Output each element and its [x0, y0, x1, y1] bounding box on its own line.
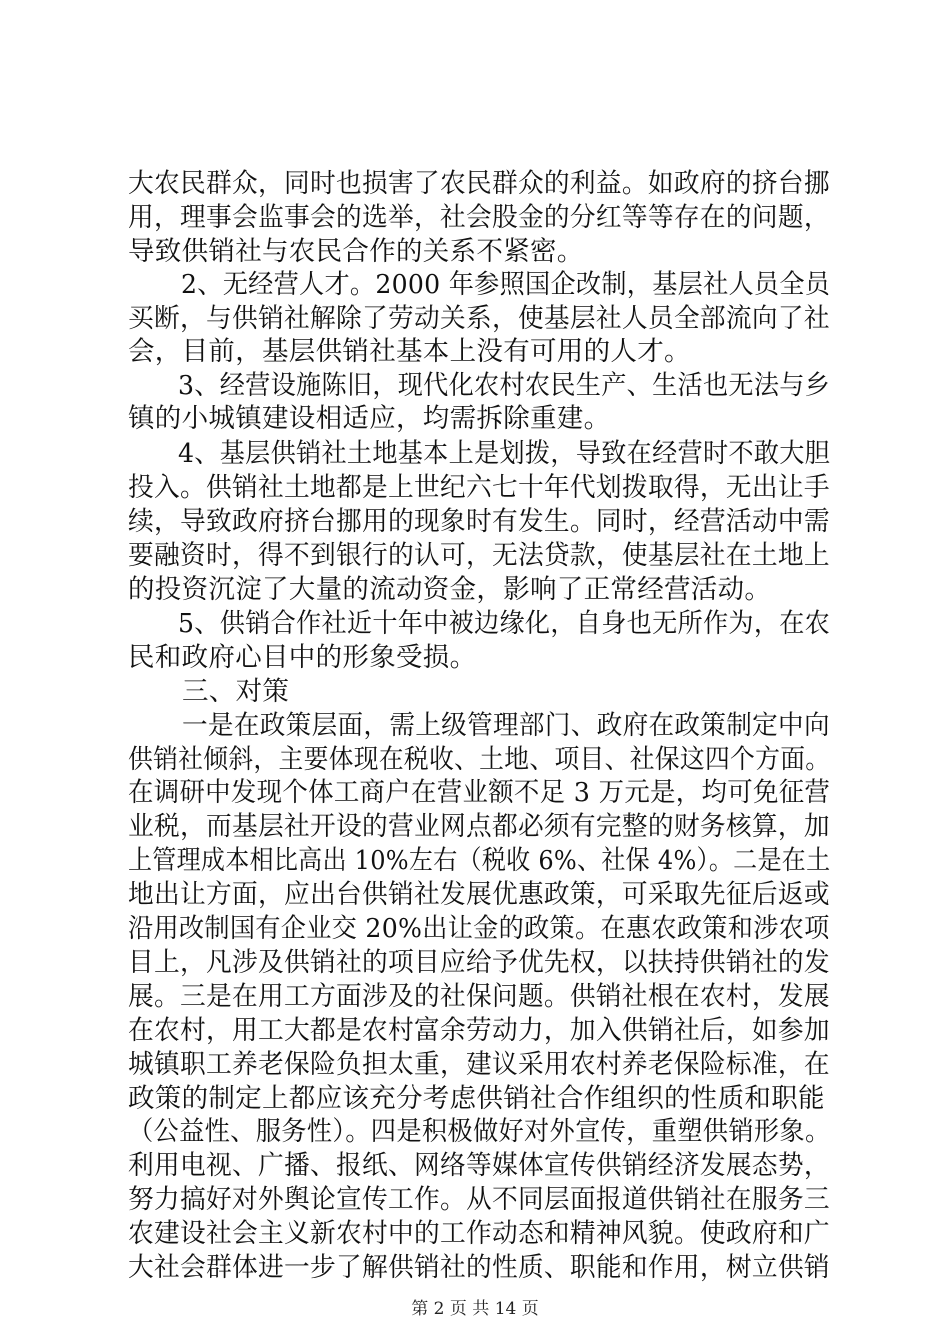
text-line: 政策的制定上都应该充分考虑供销社合作组织的性质和职能: [128, 1083, 825, 1114]
text-line: 在农村，用工大都是农村富余劳动力，加入供销社后，如参加: [128, 1015, 830, 1046]
text-line: 一是在政策层面，需上级管理部门、政府在政策制定中向: [182, 710, 830, 741]
text-line: 在调研中发现个体工商户在营业额不足 3 万元是，均可免征营: [128, 777, 831, 808]
text-line: 上管理成本相比高出 10%左右（税收 6%、社保 4%）。二是在土: [128, 845, 831, 876]
text-line: 地出让方面，应出台供销社发展优惠政策，可采取先征后返或: [128, 879, 830, 910]
text-line: 4、基层供销社土地基本上是划拨，导致在经营时不敢大胆: [178, 438, 831, 469]
text-line: 的投资沉淀了大量的流动资金，影响了正常经营活动。: [128, 574, 772, 605]
text-line: 买断，与供销社解除了劳动关系，使基层社人员全部流向了社: [128, 303, 830, 334]
text-line: 导致供销社与农民合作的关系不紧密。: [128, 236, 584, 267]
section-heading: 三、对策: [182, 676, 290, 707]
text-line: 投入。供销社土地都是上世纪六七十年代划拨取得，无出让手: [128, 472, 830, 503]
text-line: 续，导致政府挤台挪用的现象时有发生。同时，经营活动中需: [128, 506, 830, 537]
text-line: 镇的小城镇建设相适应，均需拆除重建。: [128, 403, 611, 434]
text-line: 3、经营设施陈旧，现代化农村农民生产、生活也无法与乡: [178, 370, 831, 401]
text-line: 城镇职工养老保险负担太重，建议采用农村养老保险标准，在: [128, 1049, 830, 1080]
text-line: （公益性、服务性）。四是积极做好对外宣传，重塑供销形象。: [128, 1116, 831, 1147]
text-line: 用，理事会监事会的选举，社会股金的分红等等存在的问题，: [128, 202, 830, 233]
text-line: 5、供销合作社近十年中被边缘化，自身也无所作为，在农: [178, 608, 831, 639]
text-line: 努力搞好对外舆论宣传工作。从不同层面报道供销社在服务三: [128, 1184, 830, 1215]
text-line: 民和政府心目中的形象受损。: [128, 642, 477, 673]
text-line: 展。三是在用工方面涉及的社保问题。供销社根在农村，发展: [128, 981, 830, 1012]
text-line: 大社会群体进一步了解供销社的性质、职能和作用，树立供销: [128, 1252, 830, 1283]
text-line: 会，目前，基层供销社基本上没有可用的人才。: [128, 336, 691, 367]
text-line: 业税，而基层社开设的营业网点都必须有完整的财务核算，加: [128, 811, 830, 842]
text-line: 要融资时，得不到银行的认可，无法贷款，使基层社在土地上: [128, 540, 830, 571]
text-line: 2、无经营人才。2000 年参照国企改制，基层社人员全员: [181, 269, 831, 300]
text-line: 沿用改制国有企业交 20%出让金的政策。在惠农政策和涉农项: [128, 913, 830, 944]
text-line: 供销社倾斜，主要体现在税收、土地、项目、社保这四个方面。: [128, 744, 831, 775]
page-number-footer: 第 2 页 共 14 页: [411, 1299, 539, 1319]
text-line: 目上，凡涉及供销社的项目应给予优先权，以扶持供销社的发: [128, 947, 830, 978]
text-line: 农建设社会主义新农村中的工作动态和精神风貌。使政府和广: [128, 1218, 830, 1249]
text-line: 利用电视、广播、报纸、网络等媒体宣传供销经济发展态势，: [128, 1150, 830, 1181]
text-line: 大农民群众，同时也损害了农民群众的利益。如政府的挤台挪: [128, 168, 830, 199]
